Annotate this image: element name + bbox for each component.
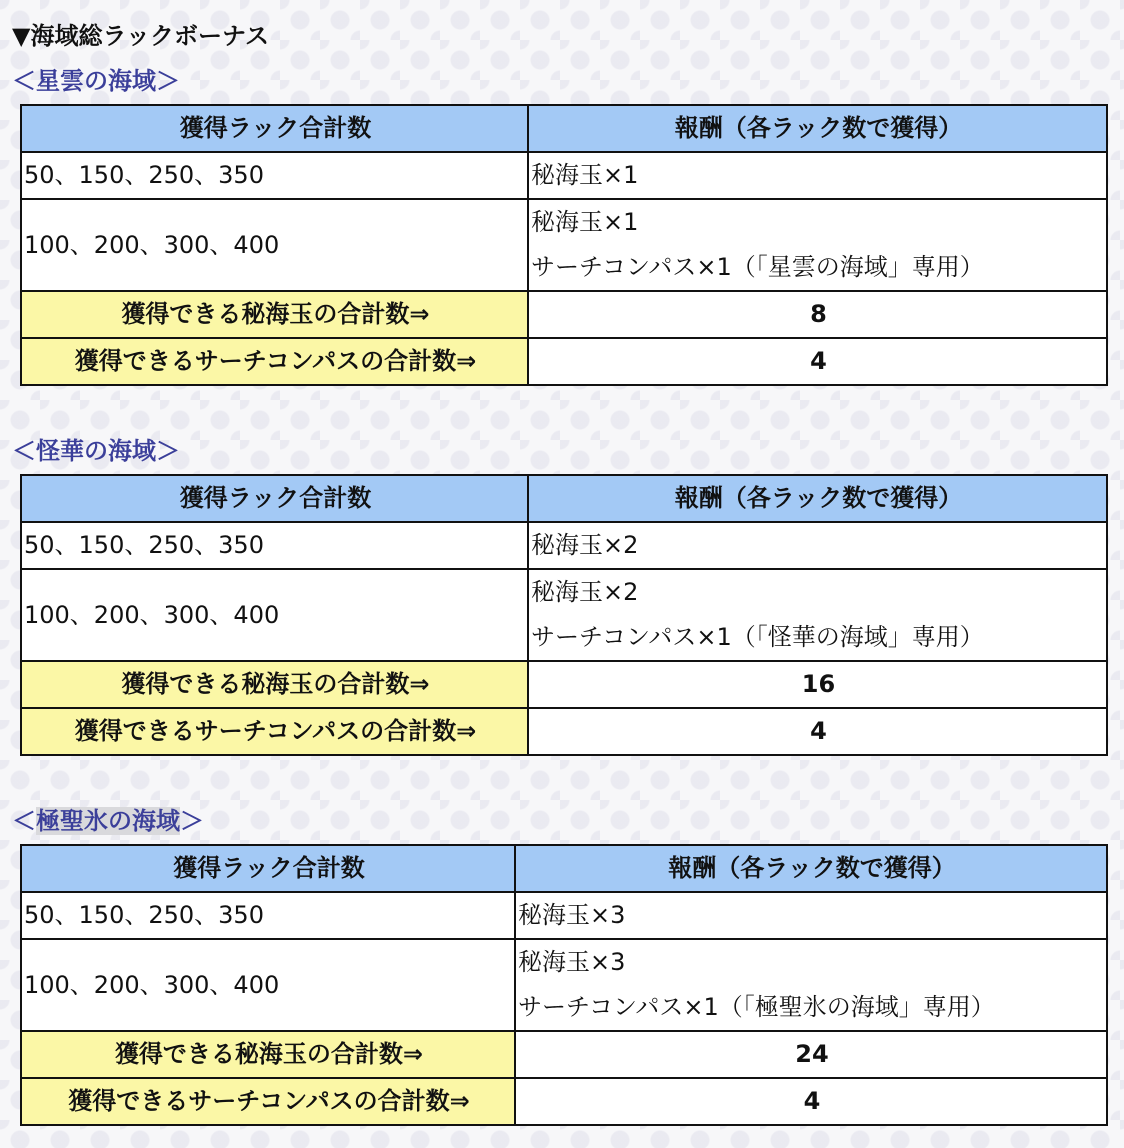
heading-name: 怪華の海域 <box>36 437 156 465</box>
total-label: 獲得できる秘海玉の合計数⇒ <box>21 1031 515 1078</box>
page-title: ▼海域総ラックボーナス <box>12 22 270 50</box>
reward-line: 秘海玉×2 <box>531 531 639 559</box>
total-label: 獲得できる秘海玉の合計数⇒ <box>21 291 528 338</box>
reward-line: 秘海玉×2 <box>531 578 639 606</box>
table-header-row <box>21 845 1107 892</box>
rack-values: 100、200、300、400 <box>21 569 528 661</box>
total-value: 16 <box>528 661 1107 708</box>
section-heading <box>12 64 180 98</box>
reward-line: 秘海玉×3 <box>518 901 626 929</box>
column-header-rack-total: 獲得ラック合計数 <box>21 845 515 892</box>
reward-line: サーチコンパス×1（「星雲の海域」専用） <box>531 253 984 281</box>
table-header-row <box>21 105 1107 152</box>
rack-values: 50、150、250、350 <box>21 892 515 939</box>
total-value: 8 <box>528 291 1107 338</box>
table-row <box>21 939 1107 1031</box>
reward-cell <box>528 199 1107 291</box>
reward-cell <box>528 522 1107 569</box>
section-heading <box>12 804 204 838</box>
table-row <box>21 152 1107 199</box>
reward-line: 秘海玉×1 <box>531 208 639 236</box>
table-row <box>21 522 1107 569</box>
reward-cell <box>528 152 1107 199</box>
table-header-row <box>21 475 1107 522</box>
total-value: 24 <box>515 1031 1107 1078</box>
column-header-reward: 報酬（各ラック数で獲得） <box>528 475 1107 522</box>
total-value: 4 <box>515 1078 1107 1125</box>
total-label: 獲得できる秘海玉の合計数⇒ <box>21 661 528 708</box>
total-row <box>21 661 1107 708</box>
total-value: 4 <box>528 708 1107 755</box>
reward-line: 秘海玉×3 <box>518 948 626 976</box>
total-value: 4 <box>528 338 1107 385</box>
column-header-rack-total: 獲得ラック合計数 <box>21 105 528 152</box>
table-row <box>21 892 1107 939</box>
heading-name: 極聖氷の海域 <box>36 807 180 835</box>
bonus-table <box>20 104 1108 386</box>
reward-cell <box>515 939 1107 1031</box>
total-label: 獲得できるサーチコンパスの合計数⇒ <box>21 338 528 385</box>
rack-values: 50、150、250、350 <box>21 522 528 569</box>
reward-line: 秘海玉×1 <box>531 161 639 189</box>
column-header-reward: 報酬（各ラック数で獲得） <box>528 105 1107 152</box>
heading-open-bracket: ＜ <box>12 67 36 95</box>
heading-close-bracket: ＞ <box>156 67 180 95</box>
reward-line: サーチコンパス×1（「極聖氷の海域」専用） <box>518 993 995 1021</box>
heading-close-bracket: ＞ <box>180 807 204 835</box>
total-label: 獲得できるサーチコンパスの合計数⇒ <box>21 708 528 755</box>
bonus-table <box>20 844 1108 1126</box>
reward-cell <box>515 892 1107 939</box>
total-label: 獲得できるサーチコンパスの合計数⇒ <box>21 1078 515 1125</box>
total-row <box>21 338 1107 385</box>
rack-values: 50、150、250、350 <box>21 152 528 199</box>
column-header-reward: 報酬（各ラック数で獲得） <box>515 845 1107 892</box>
heading-open-bracket: ＜ <box>12 807 36 835</box>
rack-values: 100、200、300、400 <box>21 939 515 1031</box>
total-row <box>21 708 1107 755</box>
reward-line: サーチコンパス×1（「怪華の海域」専用） <box>531 623 984 651</box>
total-row <box>21 1078 1107 1125</box>
column-header-rack-total: 獲得ラック合計数 <box>21 475 528 522</box>
total-row <box>21 291 1107 338</box>
reward-cell <box>528 569 1107 661</box>
table-row <box>21 569 1107 661</box>
section-heading <box>12 434 180 468</box>
total-row <box>21 1031 1107 1078</box>
bonus-table <box>20 474 1108 756</box>
table-row <box>21 199 1107 291</box>
rack-values: 100、200、300、400 <box>21 199 528 291</box>
heading-name: 星雲の海域 <box>36 67 156 95</box>
heading-close-bracket: ＞ <box>156 437 180 465</box>
heading-open-bracket: ＜ <box>12 437 36 465</box>
